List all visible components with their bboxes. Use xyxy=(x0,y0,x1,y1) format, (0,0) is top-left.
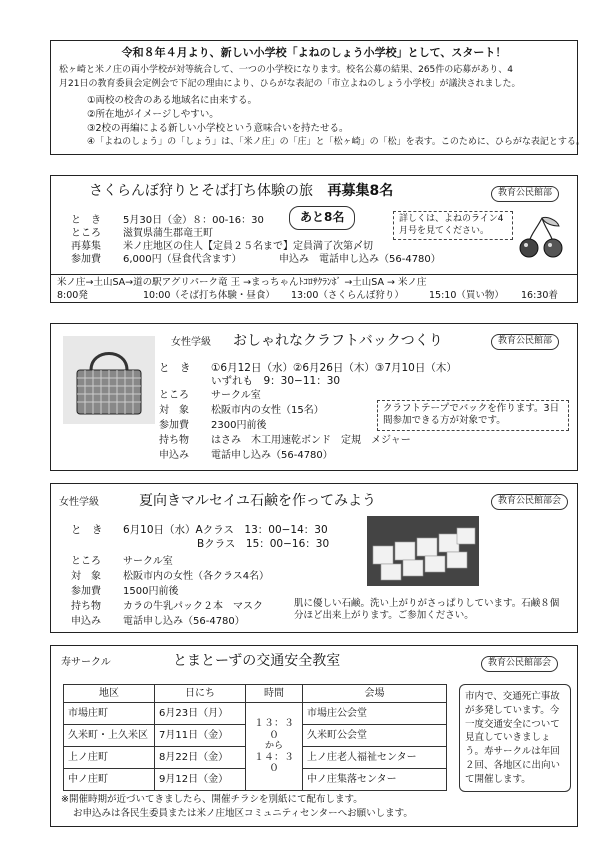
cell-area: 久米町・上久米区 xyxy=(64,725,155,747)
cell-venue: 久米町公会堂 xyxy=(303,725,447,747)
cherry-time-1: 10:00（そば打ち体験・昼食） xyxy=(143,290,275,301)
cherry-divider xyxy=(51,274,577,275)
school-announcement xyxy=(50,40,585,155)
craft-row-items: 持ち物 はさみ 木工用速乾ボンド 定規 メジャー xyxy=(159,435,411,446)
cell-date: 6月23日（月） xyxy=(155,703,246,725)
craft-when-2: いずれも 9：30−11：30 xyxy=(211,375,341,387)
school-intro-2: 月21日の教育委員会定例会で下記の理由により、ひらがな表記の「市立よねのしょう小学校」が議決されました。 xyxy=(59,79,521,89)
cherry-time-0: 8:00発 xyxy=(57,290,88,301)
cherry-note: 詳しくは、よねのライン4月号を見てください。 xyxy=(393,211,513,240)
soap-row-apply: 申込み 電話申し込み（56-4780） xyxy=(71,616,245,627)
soap-event xyxy=(50,483,578,633)
craft-row-apply: 申込み 電話申し込み（56-4780） xyxy=(159,450,333,461)
cell-area: 中ノ庄町 xyxy=(64,769,155,791)
header-area: 地区 xyxy=(64,685,155,703)
craft-row-fee: 参加費 2300円前後 xyxy=(159,420,267,431)
soap-row-target: 対 象 松阪市内の女性（各クラス4名） xyxy=(71,571,270,582)
cherry-route: 米ノ庄→土山SA→道の駅アグリパーク竜 王 →まっちゃんﾄｺﾛｻｸﾗﾝﾎﾞ →土山SA → 米ノ庄 xyxy=(57,277,427,288)
reason-3: ③2校の再編による新しい小学校という意味合いを持たせる。 xyxy=(87,123,349,134)
cherry-row-when: と き 5月30日（金）８：00-16：30 xyxy=(71,215,264,226)
craft-note: クラフトテープでバックを作ります。3日間参加できる方が対象です。 xyxy=(377,400,569,431)
reason-2: ②所在地がイメージしやすい。 xyxy=(87,109,219,120)
traffic-dept: 教育公民館部会 xyxy=(481,656,558,672)
time-start: １３：３０ xyxy=(254,718,294,741)
cell-time xyxy=(246,703,303,791)
cherry-time-3: 15:10（買い物） xyxy=(429,290,504,301)
reason-4: ④「よねのしょう」の「しょう」は、「米ノ庄」の「庄」と「松ヶ崎」の「松」を表す。このために、ひらがな表記とする。 xyxy=(87,137,585,147)
soap-when-2: Bクラス 15：00−16：30 xyxy=(197,538,330,550)
time-end: １４：３０ xyxy=(254,751,294,775)
cherry-apply: 申込み 電話申し込み（56-4780） xyxy=(279,254,441,265)
soap-title: 夏向きマルセイユ石鹸を作ってみよう xyxy=(139,493,377,509)
craft-event xyxy=(50,323,578,471)
cell-area: 市場庄町 xyxy=(64,703,155,725)
header-date: 日にち xyxy=(155,685,246,703)
craft-dept: 教育公民館部 xyxy=(491,334,559,350)
reason-1: ①両校の校舎のある地域名に由来する。 xyxy=(87,95,258,106)
craft-when: と き ①6月12日（水）②6月26日（木）③7月10日（木） xyxy=(159,362,457,374)
cell-date: 7月11日（金） xyxy=(155,725,246,747)
traffic-event xyxy=(50,645,578,827)
table-header-row xyxy=(64,685,447,703)
cell-venue: 中ノ庄集落センター xyxy=(303,769,447,791)
cell-date: 8月22日（金） xyxy=(155,747,246,769)
craft-title: おしゃれなクラフトバックつくり xyxy=(233,333,443,349)
soap-note: 肌に優しい石鹸。洗い上がりがさっぱりしています。石鹸８個分ほど出来上がります。ご参加ください。 xyxy=(294,598,560,622)
table-row xyxy=(64,703,447,725)
soap-row-fee: 参加費 1500円前後 xyxy=(71,586,179,597)
craft-row-target: 対 象 松阪市内の女性（15名） xyxy=(159,405,324,416)
cherry-time-4: 16:30着 xyxy=(521,290,558,301)
soap-when: と き 6月10日（水）Aクラス 13：00−14：30 xyxy=(71,524,328,536)
traffic-footnote-1: ※開催時期が近づいてきましたら、開催チラシを別紙にて配布します。 xyxy=(61,794,363,805)
cherry-row-recruit: 再募集 米ノ庄地区の住人【定員２５名まで】定員満了次第〆切 xyxy=(71,241,373,252)
cherry-time-2: 13:00（さくらんぼ狩り） xyxy=(291,290,404,301)
traffic-category: 寿サークル xyxy=(61,657,111,668)
craft-row-place: ところ サークル室 xyxy=(159,390,261,401)
cherry-title xyxy=(89,182,393,200)
soap-dept: 教育公民館部会 xyxy=(491,494,568,510)
header-time: 時間 xyxy=(246,685,303,703)
cherry-row-fee: 参加費 6,000円（昼食代含ます） xyxy=(71,254,242,265)
cell-venue: 上ノ庄老人福祉センター xyxy=(303,747,447,769)
craft-category: 女性学級 xyxy=(171,337,211,348)
soap-row-items: 持ち物 カラの牛乳パック２本 マスク xyxy=(71,601,263,612)
soap-photo xyxy=(367,516,479,586)
header-venue: 会場 xyxy=(303,685,447,703)
cell-date: 9月12日（金） xyxy=(155,769,246,791)
cherry-callout: あと8名 xyxy=(289,206,355,230)
traffic-schedule-table xyxy=(63,684,447,791)
school-title: 令和８年４月より、新しい小学校「よねのしょう小学校」として、スタート！ xyxy=(121,46,507,59)
craft-bag-photo xyxy=(63,336,155,424)
traffic-footnote-2: お申込みは各民生委員または米ノ庄地区コミュニティセンターへお願いします。 xyxy=(73,808,413,819)
cell-venue: 市場庄公会堂 xyxy=(303,703,447,725)
cherry-recruit: 再募集8名 xyxy=(327,183,394,199)
cherry-event xyxy=(50,175,578,303)
traffic-title: とまとーずの交通安全教室 xyxy=(173,653,341,669)
cherry-illustration xyxy=(517,214,567,260)
soap-row-place: ところ サークル室 xyxy=(71,556,173,567)
cell-area: 上ノ庄町 xyxy=(64,747,155,769)
school-intro-1: 松ヶ崎と米ノ庄の両小学校が対等統合して、一つの小学校になります。校名公募の結果、265件の応募があり、4 xyxy=(59,65,514,75)
cherry-title-text: さくらんぼ狩りとそば打ち体験の旅 xyxy=(89,183,313,199)
soap-category: 女性学級 xyxy=(59,497,99,508)
cherry-row-place: ところ 滋賀県蒲生郡竜王町 xyxy=(71,228,213,239)
time-mid: から xyxy=(264,741,283,752)
cherry-dept: 教育公民館部 xyxy=(491,186,559,202)
traffic-side-note: 市内で、交通死亡事故が多発しています。今一度交通安全について見直していきましょう。寿サークルは年回２回、各地区に出向いて開催します。 xyxy=(459,684,571,792)
